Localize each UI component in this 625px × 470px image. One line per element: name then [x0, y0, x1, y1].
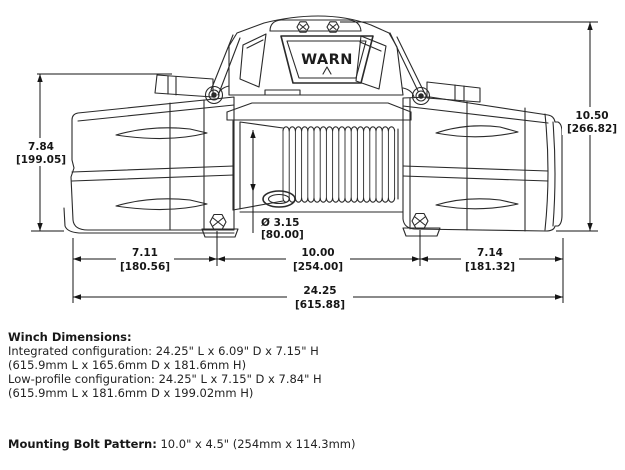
rope-coil-tops: [283, 127, 395, 131]
mounting-bolt-pattern-section: [8, 437, 356, 451]
left-vent: [240, 34, 266, 87]
spec-line-integrated-mm: (615.9mm L x 165.6mm D x 181.6mm H): [8, 358, 247, 372]
svg-text:7.14: 7.14: [477, 247, 503, 259]
right-housing: [390, 33, 562, 236]
svg-text:10.50: 10.50: [575, 110, 609, 122]
svg-text:[266.82]: [266.82]: [566, 123, 618, 135]
dimension-labels: [16, 110, 617, 311]
mounting-bolt-pattern-value: 10.0" x 4.5" (254mm x 114.3mm): [156, 437, 356, 451]
spec-line-lowprofile-in: Low-profile configuration: 24.25" L x 7.15" D x 7.84" H: [8, 372, 322, 386]
svg-text:[181.32]: [181.32]: [464, 261, 516, 273]
winch-dimensions-section: [8, 330, 322, 400]
svg-text:[199.05]: [199.05]: [15, 154, 67, 166]
drum: [233, 121, 403, 212]
rope-strands: [283, 131, 395, 198]
spec-line-lowprofile-mm: (615.9mm L x 181.6mm D x 199.02mm H): [8, 386, 254, 400]
svg-text:7.11: 7.11: [132, 247, 158, 259]
winch-drawing: [64, 16, 562, 237]
svg-text:[80.00]: [80.00]: [261, 229, 304, 241]
svg-text:[180.56]: [180.56]: [119, 261, 171, 273]
svg-text:[615.88]: [615.88]: [294, 299, 346, 311]
svg-text:[254.00]: [254.00]: [292, 261, 344, 273]
svg-text:Ø 3.15: Ø 3.15: [261, 217, 300, 229]
svg-text:24.25: 24.25: [303, 285, 337, 297]
rope-coil-bottoms: [283, 198, 395, 202]
svg-text:7.84: 7.84: [28, 141, 54, 153]
spec-line-integrated-in: Integrated configuration: 24.25" L x 6.09" D x 7.15" H: [8, 344, 319, 358]
mounting-bolt-pattern-heading: Mounting Bolt Pattern:: [8, 437, 157, 451]
dim-drum-diameter: [261, 217, 304, 241]
winch-dimensions-heading: Winch Dimensions:: [8, 330, 132, 344]
svg-text:10.00: 10.00: [301, 247, 335, 259]
brand-label: WARN: [301, 52, 353, 68]
dimension-label-backings: [12, 107, 622, 311]
left-housing: [64, 35, 240, 237]
